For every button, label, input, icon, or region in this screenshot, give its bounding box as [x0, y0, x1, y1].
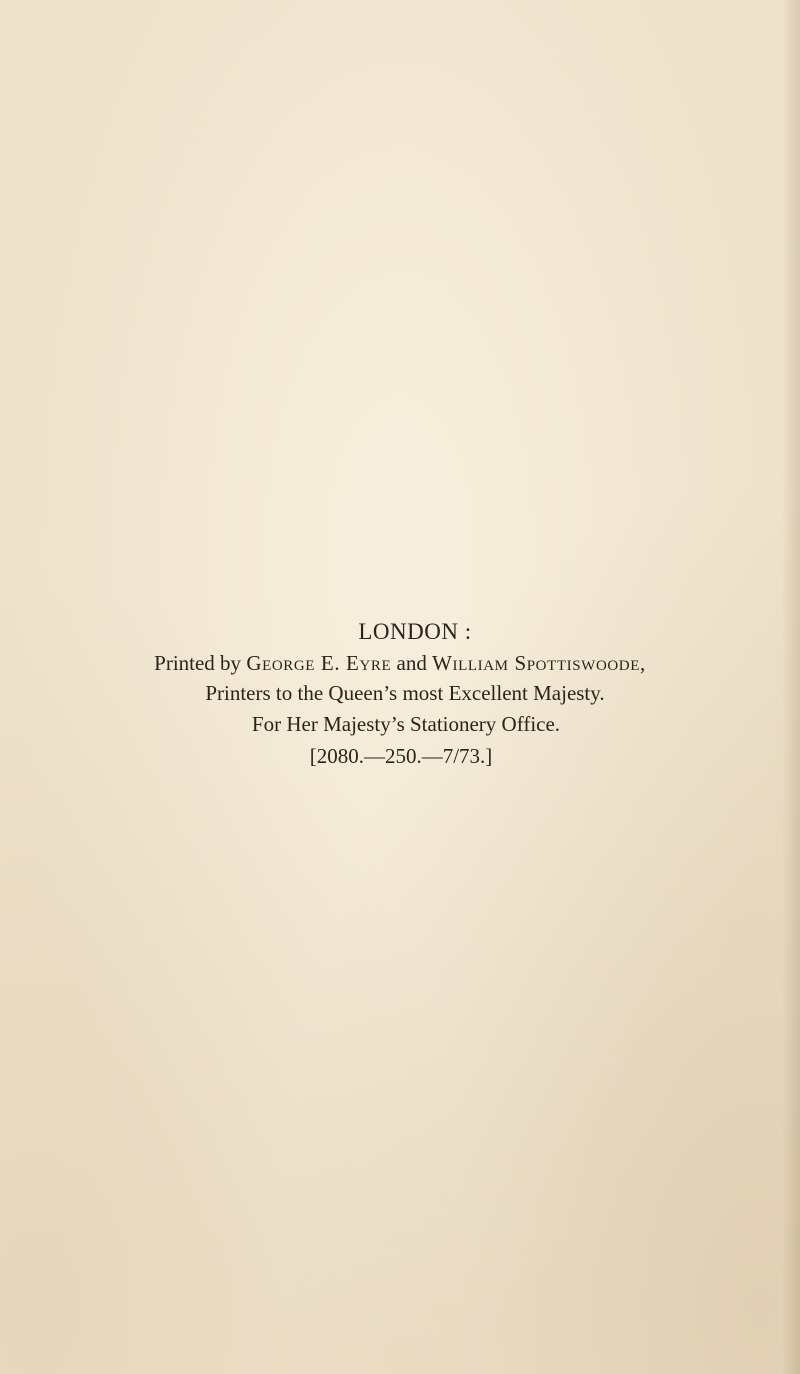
printer-conjunction: and — [396, 651, 427, 675]
imprint-office-line: For Her Majesty’s Stationery Office. — [251, 712, 561, 736]
printer-one-name: George E. Eyre — [246, 651, 392, 675]
printer-imprint — [0, 620, 800, 767]
printed-by-label: Printed by — [154, 651, 242, 675]
imprint-city: LONDON : — [358, 619, 472, 644]
imprint-reference-number: [2080.—250.—7/73.] — [309, 744, 493, 768]
printer-two-name: William Spottiswoode, — [432, 651, 646, 675]
imprint-printers-line: Printers to the Queen’s most Excellent Majesty. — [205, 681, 605, 705]
imprint-printed-by-line — [0, 653, 800, 674]
